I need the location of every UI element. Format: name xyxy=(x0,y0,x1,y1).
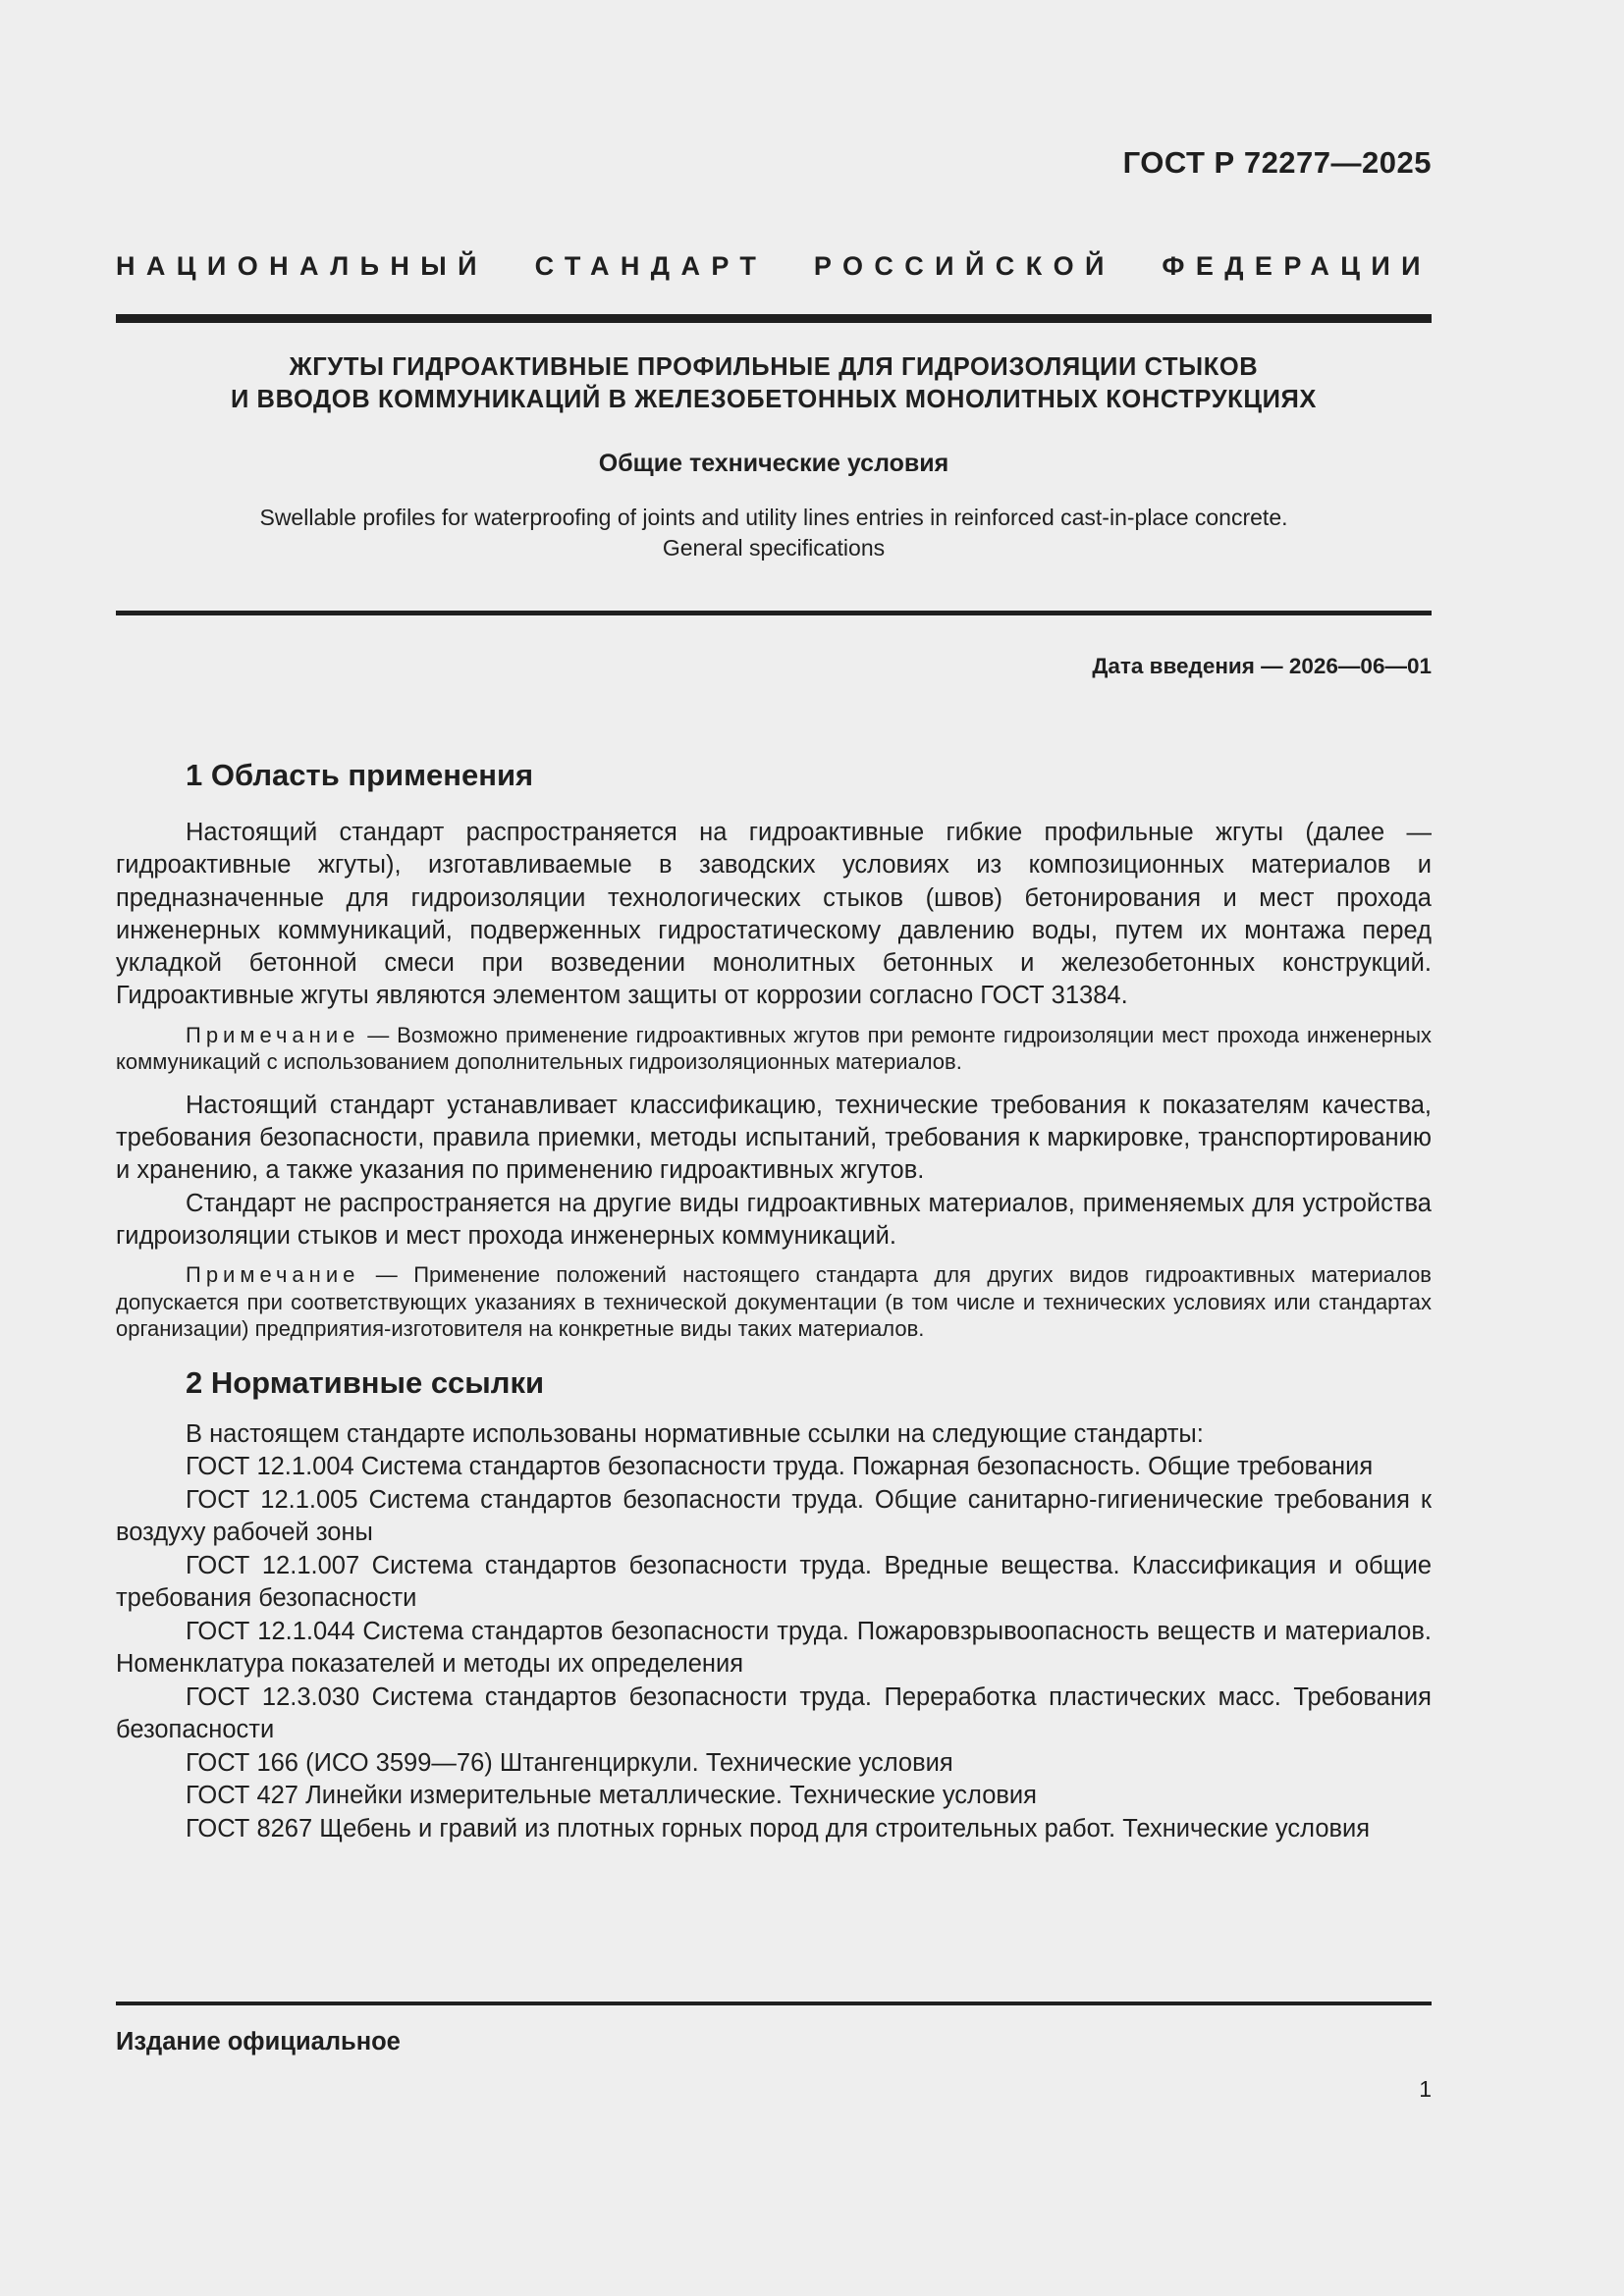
section-1-note-2 xyxy=(116,1261,1432,1343)
reference-item: ГОСТ 427 Линейки измерительные металлические. Технические условия xyxy=(186,1782,1037,1810)
national-standard-header: НАЦИОНАЛЬНЫЙ СТАНДАРТ РОССИЙСКОЙ ФЕДЕРАЦИИ xyxy=(116,251,1432,281)
reference-item: ГОСТ 12.1.044 Система стандартов безопасности труда. Пожаровзрывоопасность веществ и материалов. Номенклатура показателей и методы их определения xyxy=(116,1617,1432,1679)
title-block xyxy=(116,351,1432,563)
title-divider xyxy=(116,611,1432,615)
reference-item: ГОСТ 8267 Щебень и гравий из плотных горных пород для строительных работ. Технические условия xyxy=(186,1814,1371,1842)
top-divider xyxy=(116,314,1432,323)
section-1-heading: 1 Область применения xyxy=(186,758,534,792)
footer-divider xyxy=(116,2002,1432,2005)
section-1-paragraph-1: Настоящий стандарт распространяется на гидроактивные гибкие профильные жгуты (далее — гидроактивные жгуты), изготавливаемые в заводских условиях из композиционных материалов и предназначенные для гидроизоляции технологических стыков (швов) бетонирования и мест прохода инженерных коммуникаций, подверженных гидростатическому давлению воды, путем их монтажа перед укладкой бетонной смеси при возведении монолитных бетонных и железобетонных конструкций. Гидроактивные жгуты являются элементом защиты от коррозии согласно ГОСТ 31384. xyxy=(116,819,1432,1010)
introduction-date: Дата введения — 2026—06—01 xyxy=(1092,654,1432,678)
reference-item: ГОСТ 12.1.005 Система стандартов безопасности труда. Общие санитарно-гигиенические требования к воздуху рабочей зоны xyxy=(116,1485,1432,1547)
section-1-paragraph-2: Настоящий стандарт устанавливает классификацию, технические требования к показателям качества, требования безопасности, правила приемки, методы испытаний, требования к маркировке, транспортированию и хранению, а также указания по применению гидроактивных жгутов. xyxy=(116,1091,1432,1185)
document-body xyxy=(116,756,1432,1845)
section-1-note-1 xyxy=(116,1022,1432,1076)
document-subtitle: Общие технические условия xyxy=(598,450,949,477)
official-edition-label: Издание официальное xyxy=(116,2028,401,2056)
reference-item: ГОСТ 166 (ИСО 3599—76) Штангенциркули. Технические условия xyxy=(186,1748,953,1777)
document-number: ГОСТ Р 72277—2025 xyxy=(1122,145,1432,180)
title-line-2: И ВВОДОВ КОММУНИКАЦИЙ В ЖЕЛЕЗОБЕТОННЫХ МОНОЛИТНЫХ КОНСТРУКЦИЯХ xyxy=(230,386,1318,413)
section-2-heading: 2 Нормативные ссылки xyxy=(186,1364,545,1400)
page-number: 1 xyxy=(1419,2076,1432,2102)
reference-item: ГОСТ 12.3.030 Система стандартов безопасности труда. Переработка пластических масс. Требования безопасности xyxy=(116,1682,1432,1744)
normative-references-list xyxy=(116,1418,1432,1846)
title-line-1: ЖГУТЫ ГИДРОАКТИВНЫЕ ПРОФИЛЬНЫЕ ДЛЯ ГИДРОИЗОЛЯЦИИ СТЫКОВ xyxy=(289,353,1259,381)
note-label: Примечание xyxy=(186,1022,360,1047)
english-title xyxy=(116,503,1432,563)
references-intro: В настоящем стандарте использованы нормативные ссылки на следующие стандарты: xyxy=(186,1419,1204,1448)
note-text: — Применение положений настоящего стандарта для других видов гидроактивных материалов допускается при соответствующих указаниях в технической документации (в том числе и технических условиях или стандартах организации) предприятия-изготовителя на конкретные виды таких материалов. xyxy=(116,1262,1432,1342)
english-title-line-1: Swellable profiles for waterproofing of joints and utility lines entries in reinforced cast-in-place concrete. xyxy=(259,505,1288,530)
note-text: — Возможно применение гидроактивных жгутов при ремонте гидроизоляции мест прохода инженерных коммуникаций с использованием дополнительных гидроизоляционных материалов. xyxy=(116,1022,1432,1075)
note-label: Примечание xyxy=(186,1262,360,1288)
section-1-paragraph-3: Стандарт не распространяется на другие виды гидроактивных материалов, применяемых для устройства гидроизоляции стыков и мест прохода инженерных коммуникаций. xyxy=(116,1189,1432,1250)
reference-item: ГОСТ 12.1.007 Система стандартов безопасности труда. Вредные вещества. Классификация и общие требования безопасности xyxy=(116,1551,1432,1613)
english-title-line-2: General specifications xyxy=(662,535,886,561)
reference-item: ГОСТ 12.1.004 Система стандартов безопасности труда. Пожарная безопасность. Общие требования xyxy=(186,1453,1374,1481)
